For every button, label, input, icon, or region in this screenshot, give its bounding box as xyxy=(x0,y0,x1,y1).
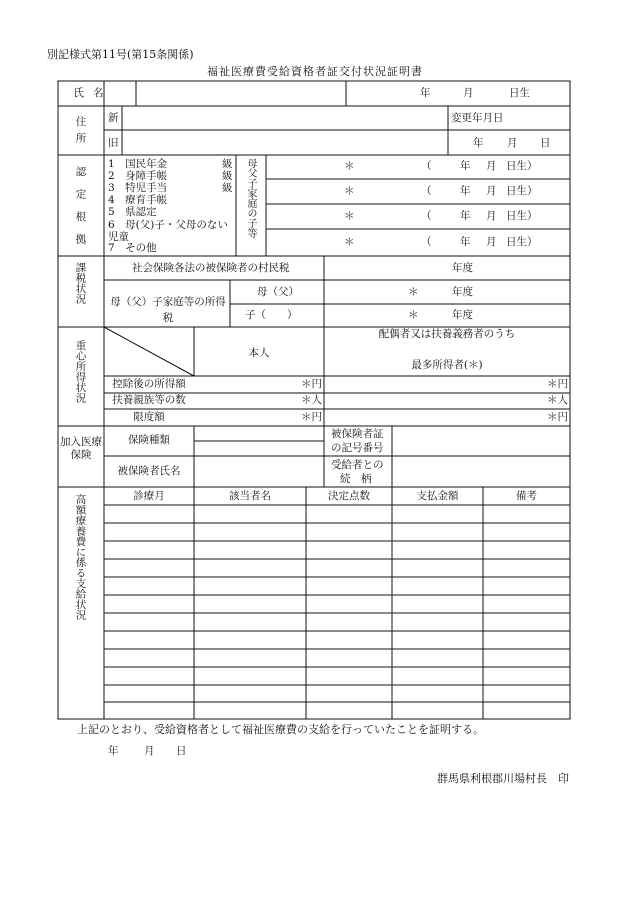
address-change-day: 日 xyxy=(540,137,551,149)
header-decided-points: 決定点数 xyxy=(328,490,370,502)
address-label: 住所 xyxy=(74,116,87,149)
footer-day: 日 xyxy=(176,745,187,757)
self-limit-yen: ＊円 xyxy=(301,411,322,423)
basis-item-5: 5 県認定 xyxy=(108,206,157,218)
tax-parent-year: 年度 xyxy=(452,286,473,298)
basis-row-2-month: 月 xyxy=(486,185,497,197)
form-number: 別記様式第11号(第15条関係) xyxy=(47,48,194,61)
basis-row-3-year: 年 xyxy=(460,210,471,222)
high-cost-label: 高額療養費に係る支給状況 xyxy=(74,494,87,620)
insured-name-label: 被保険者氏名 xyxy=(117,465,181,477)
basis-row-2-day: 日生） xyxy=(506,185,538,197)
income-label: 重心所得状況 xyxy=(74,340,87,403)
basis-row-1-mark: ＊ xyxy=(344,160,355,172)
header-treatment-month: 診療月 xyxy=(133,490,165,502)
basis-row-2-paren: （ xyxy=(421,185,432,197)
card-number-label-2: の記号番号 xyxy=(331,442,384,454)
limit-label: 限度額 xyxy=(133,411,165,423)
basis-row-4-day: 日生） xyxy=(506,236,538,248)
form-title: 福祉医療費受給資格者証交付状況証明書 xyxy=(207,65,423,78)
basis-item-4: 4 療育手帳 xyxy=(108,194,168,206)
dependents-label: 扶養親族等の数 xyxy=(112,394,186,406)
tax-parent-label: 母（父） xyxy=(257,286,299,298)
grade-2: 級 xyxy=(222,170,233,182)
basis-row-1-day: 日生） xyxy=(506,160,538,172)
basis-item-3: 3 特児手当 xyxy=(108,182,168,194)
basis-item-2: 2 身障手帳 xyxy=(108,170,168,182)
tax-parent-mark: ＊ xyxy=(408,286,419,298)
income-self-header: 本人 xyxy=(248,347,270,359)
basis-item-1: 1 国民年金 xyxy=(108,158,168,170)
basis-row-3-paren: （ xyxy=(421,210,432,222)
basis-row-3-month: 月 xyxy=(486,210,497,222)
address-old-label: 旧 xyxy=(108,137,119,149)
basis-label: 認定根拠 xyxy=(74,166,87,256)
spouse-dependents-count: ＊人 xyxy=(547,394,568,406)
single-parent-child-label: 母父子家庭の子等 xyxy=(245,158,256,238)
self-deducted-yen: ＊円 xyxy=(301,378,322,390)
birth-year: 年 xyxy=(420,87,431,99)
footer-year: 年 xyxy=(108,745,119,757)
income-spouse-header-2: 最多所得者(＊) xyxy=(411,359,483,371)
card-number-label-1: 被保険者証 xyxy=(331,428,384,440)
basis-row-4-month: 月 xyxy=(486,236,497,248)
basis-row-3-mark: ＊ xyxy=(344,210,355,222)
basis-row-1-year: 年 xyxy=(460,160,471,172)
deducted-income-label: 控除後の所得額 xyxy=(112,378,186,390)
spouse-limit-yen: ＊円 xyxy=(547,411,568,423)
basis-row-3-day: 日生） xyxy=(506,210,538,222)
tax-child-year: 年度 xyxy=(452,309,473,321)
income-spouse-header-1: 配偶者又は扶養義務者のうち xyxy=(378,328,516,340)
basis-row-2-year: 年 xyxy=(460,185,471,197)
name-label: 氏名 xyxy=(73,87,113,99)
header-payment-amount: 支払金額 xyxy=(416,490,459,502)
basis-item-6: 6 母(父)子・父母のない児童 xyxy=(108,219,228,243)
spouse-deducted-yen: ＊円 xyxy=(547,378,568,390)
address-change-date-label: 変更年月日 xyxy=(451,112,504,124)
tax-child-label: 子（ ） xyxy=(245,309,298,321)
relation-label-2: 続 柄 xyxy=(340,473,372,485)
address-change-year: 年 xyxy=(473,137,484,149)
basis-item-7: 7 その他 xyxy=(108,242,157,254)
insured-tax-year: 年度 xyxy=(452,262,473,274)
insurance-type-label: 保険種類 xyxy=(128,434,170,446)
header-person-name: 該当者名 xyxy=(229,490,271,502)
grade-3: 級 xyxy=(222,182,233,194)
basis-row-1-month: 月 xyxy=(486,160,497,172)
insured-tax-label: 社会保険各法の被保険者の村民税 xyxy=(132,262,290,274)
issuer-signature: 群馬県利根郡川場村長 印 xyxy=(437,772,569,785)
basis-row-1-paren: （ xyxy=(421,160,432,172)
address-change-month: 月 xyxy=(507,137,518,149)
birth-day: 日生 xyxy=(509,87,530,99)
basis-row-2-mark: ＊ xyxy=(344,185,355,197)
tax-label: 課税状況 xyxy=(74,262,87,304)
tax-child-mark: ＊ xyxy=(408,309,419,321)
birth-month: 月 xyxy=(463,87,474,99)
single-parent-tax-label: 母（父）子家庭等の所得税 xyxy=(110,296,226,324)
footer-month: 月 xyxy=(144,745,155,757)
basis-row-4-year: 年 xyxy=(460,236,471,248)
certification-statement: 上記のとおり、受給資格者として福祉医療費の支給を行っていたことを証明する。 xyxy=(77,723,484,736)
grade-1: 級 xyxy=(222,158,233,170)
self-dependents-count: ＊人 xyxy=(301,394,322,406)
insurance-label: 加入医療保険 xyxy=(60,436,102,461)
header-remarks: 備考 xyxy=(516,490,537,502)
relation-label-1: 受給者との xyxy=(331,459,384,471)
address-new-label: 新 xyxy=(108,112,119,124)
basis-row-4-paren: （ xyxy=(421,236,432,248)
basis-row-4-mark: ＊ xyxy=(344,236,355,248)
